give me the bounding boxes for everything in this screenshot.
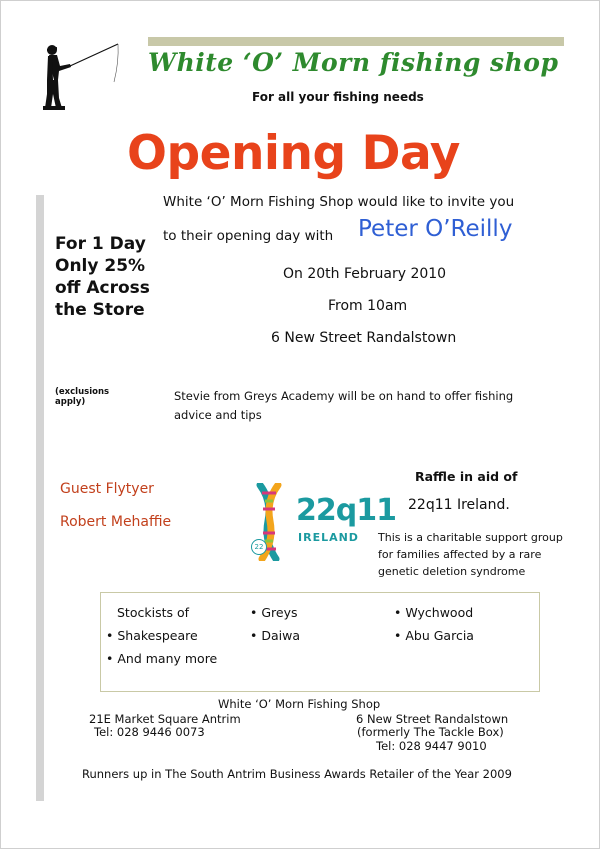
raffle-title: Raffle in aid of [415, 469, 518, 484]
charity-logo [250, 483, 396, 561]
raffle-charity: 22q11 Ireland. [408, 497, 510, 513]
footer-right-tel: Tel: 028 9447 9010 [376, 739, 487, 753]
invite-line-2: to their opening day with [163, 228, 334, 244]
tagline: For all your fishing needs [252, 90, 424, 104]
footer-shop-name: White ‘O’ Morn Fishing Shop [218, 697, 381, 711]
footer-left-tel: Tel: 028 9446 0073 [94, 725, 205, 739]
logo-text: 22q11 [296, 493, 396, 528]
headline: Opening Day [127, 126, 460, 181]
stockists-heading: Stockists of [117, 605, 190, 620]
guest-host-name: Peter O’Reilly [358, 216, 513, 242]
logo-subtext: IRELAND [298, 531, 359, 544]
flytyer-label: Guest Flytyer [60, 481, 154, 497]
list-item: • And many more [106, 651, 218, 666]
event-time: From 10am [328, 298, 408, 314]
raffle-description: This is a charitable support group for families affected by a rare genetic deletion syndrome [378, 531, 563, 578]
list-item: • Wychwood [394, 605, 474, 620]
offer-note: (exclusions apply) [55, 387, 110, 407]
event-address: 6 New Street Randalstown [271, 330, 457, 346]
shop-title: White ‘O’ Morn fishing shop [148, 48, 559, 77]
footer-left-address: 21E Market Square Antrim [89, 712, 241, 726]
footer-right-address: 6 New Street Randalstown [356, 712, 509, 726]
list-item: • Daiwa [250, 628, 301, 643]
fisherman-icon [40, 42, 120, 112]
advice-text: Stevie from Greys Academy will be on hand to offer fishing advice and tips [174, 389, 514, 422]
event-date: On 20th February 2010 [283, 266, 447, 282]
left-rule [36, 195, 44, 801]
list-item: • Abu Garcia [394, 628, 474, 643]
award-text: Runners up in The South Antrim Business Awards Retailer of the Year 2009 [82, 767, 512, 781]
top-rule [148, 37, 564, 46]
logo-badge: 22 [251, 539, 267, 555]
footer-right-formerly: (formerly The Tackle Box) [357, 725, 504, 739]
discount-offer: For 1 Day Only 25% off Across the Store [55, 234, 150, 320]
list-item: • Shakespeare [106, 628, 198, 643]
invite-line-1: White ‘O’ Morn Fishing Shop would like to invite you [163, 194, 515, 210]
list-item: • Greys [250, 605, 298, 620]
flytyer-name: Robert Mehaffie [60, 514, 172, 530]
